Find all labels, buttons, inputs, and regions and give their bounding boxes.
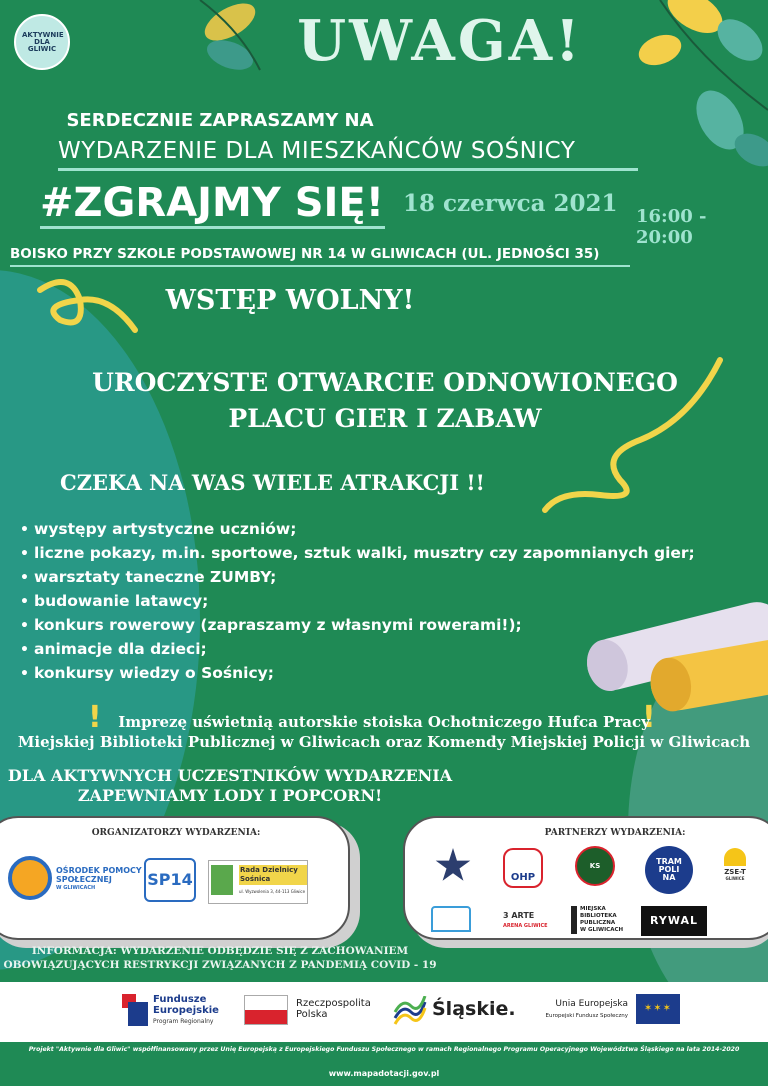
organizers-heading: ORGANIZATORZY WYDARZENIA: [91, 828, 261, 838]
trampolina-logo: TRAM POLI NA [645, 846, 693, 894]
list-item: • liczne pokazy, m.in. sportowe, sztuk walki, musztry czy zapomnianych gier; [20, 544, 695, 562]
page-title: UWAGA! [297, 8, 583, 74]
poland-flag-icon [244, 995, 288, 1025]
info-block [0, 944, 440, 972]
event-location: BOISKO PRZY SZKOLE PODSTAWOWEJ NR 14 W GLIWICACH (UL. JEDNOŚCI 35) [10, 246, 630, 267]
list-item: • występy artystyczne uczniów; [20, 520, 297, 538]
partners-heading: PARTNERZY WYDARZENIA: [544, 828, 686, 838]
ops-logo-icon [8, 856, 52, 900]
footer-url[interactable]: www.mapadotacji.gov.pl [328, 1069, 440, 1078]
list-item: • budowanie latawcy; [20, 592, 209, 610]
list-item: • konkurs rowerowy (zapraszamy z własnymi rowerami!); [20, 616, 522, 634]
ue-logo-text: Unia Europejska Europejski Fundusz Społeczny [545, 999, 628, 1019]
event-entry: WSTĘP WOLNY! [165, 285, 415, 316]
organizers-box [0, 816, 350, 940]
intro-line-2: WYDARZENIE DLA MIESZKAŃCÓW SOŚNICY [58, 138, 638, 171]
list-item: • warsztaty taneczne ZUMBY; [20, 568, 277, 586]
slaskie-logo-text: Śląskie. [432, 998, 516, 1020]
sp14-logo: SP14 [144, 858, 196, 902]
reward-line-2: ZAPEWNIAMY LODY I POPCORN! [77, 786, 383, 805]
opening-line-1: UROCZYSTE OTWARCIE ODNOWIONEGO [92, 368, 678, 397]
notice-line-2: Miejskiej Biblioteki Publicznej w Gliwicach oraz Komendy Miejskiej Policji w Gliwicach [17, 733, 751, 751]
rada-line-1: Rada Dzielnicy [240, 866, 298, 874]
family-house-icon [431, 906, 471, 932]
ops-logo-text: OŚRODEK POMOCY SPOŁECZNEJ W GLIWICACH [56, 866, 142, 891]
list-item: • konkursy wiedzy o Sośnicy; [20, 664, 274, 682]
project-badge-text: AKTYWNIE DLA GLIWIC [22, 30, 64, 53]
rada-logo [208, 860, 308, 904]
attractions-list [20, 520, 720, 688]
parachute-icon [724, 848, 746, 866]
leaves-top-right-icon [635, 0, 768, 173]
info-line-2: OBOWIĄZUJĄCYCH RESTRYKCJI ZWIĄZANYCH Z PANDEMIĄ COVID - 19 [3, 959, 437, 971]
ks-logo: KS [575, 846, 615, 886]
rada-line-2: Sośnica [240, 875, 271, 883]
zset-logo: ZSE-T GLIWICE [715, 848, 755, 881]
exclamation-left-icon: ! [88, 700, 102, 735]
partners-box [403, 816, 768, 940]
project-badge-logo [14, 14, 70, 70]
reward-block [0, 766, 460, 806]
ohp-logo: OHP [503, 848, 543, 888]
arte-logo: 3 ARTE ARENA GLIWICE [503, 911, 548, 929]
notice-block [0, 712, 768, 752]
rywal-logo: RYWAL [641, 906, 707, 936]
intro-line-1: SERDECZNIE ZAPRASZAMY NA [66, 110, 374, 131]
slaskie-logo-icon [393, 996, 427, 1026]
opening-block [60, 365, 710, 437]
notice-line-1: Imprezę uświetnią autorskie stoiska Ochotniczego Hufca Pracy [118, 713, 650, 731]
fe-logo-icon [122, 994, 148, 1026]
police-star-icon [435, 848, 471, 884]
attractions-heading: CZEKA NA WAS WIELE ATRAKCJI !! [60, 470, 485, 495]
leaves-top-left-icon [199, 0, 261, 75]
tree-icon [211, 865, 233, 895]
rada-address: ul. Wyzwolenia 3, 44-113 Gliwice [239, 889, 306, 894]
info-line-1: INFORMACJA: WYDARZENIE ODBĘDZIE SIĘ Z ZACHOWANIEM [31, 945, 409, 957]
footer [0, 1042, 768, 1086]
event-time: 16:00 - 20:00 [636, 206, 707, 248]
list-item: • animacje dla dzieci; [20, 640, 207, 658]
funding-bar [0, 982, 768, 1042]
event-date: 18 czerwca 2021 [403, 190, 618, 217]
eu-flag-icon: ✶✶✶ [636, 994, 680, 1024]
event-hashtag: #ZGRAJMY SIĘ! [40, 180, 385, 229]
opening-line-2: PLACU GIER I ZABAW [228, 404, 542, 433]
fe-logo-text: Fundusze Europejskie Program Regionalny [153, 994, 219, 1025]
footer-project: Projekt "Aktywnie dla Gliwic" współfinansowany przez Unię Europejską z Europejskiego Funduszu Społecznego w ramach Regionalnego Programu Operacyjnego Województwa Śląskiego na lata 2014-2020 [28, 1046, 740, 1053]
biblioteka-logo: MIEJSKA BIBLIOTEKA PUBLICZNA W GLIWICACH [571, 906, 623, 934]
rp-logo-text: Rzeczpospolita Polska [296, 998, 371, 1020]
exclamation-right-icon: ! [642, 700, 656, 735]
reward-line-1: DLA AKTYWNYCH UCZESTNIKÓW WYDARZENIA [7, 766, 453, 785]
